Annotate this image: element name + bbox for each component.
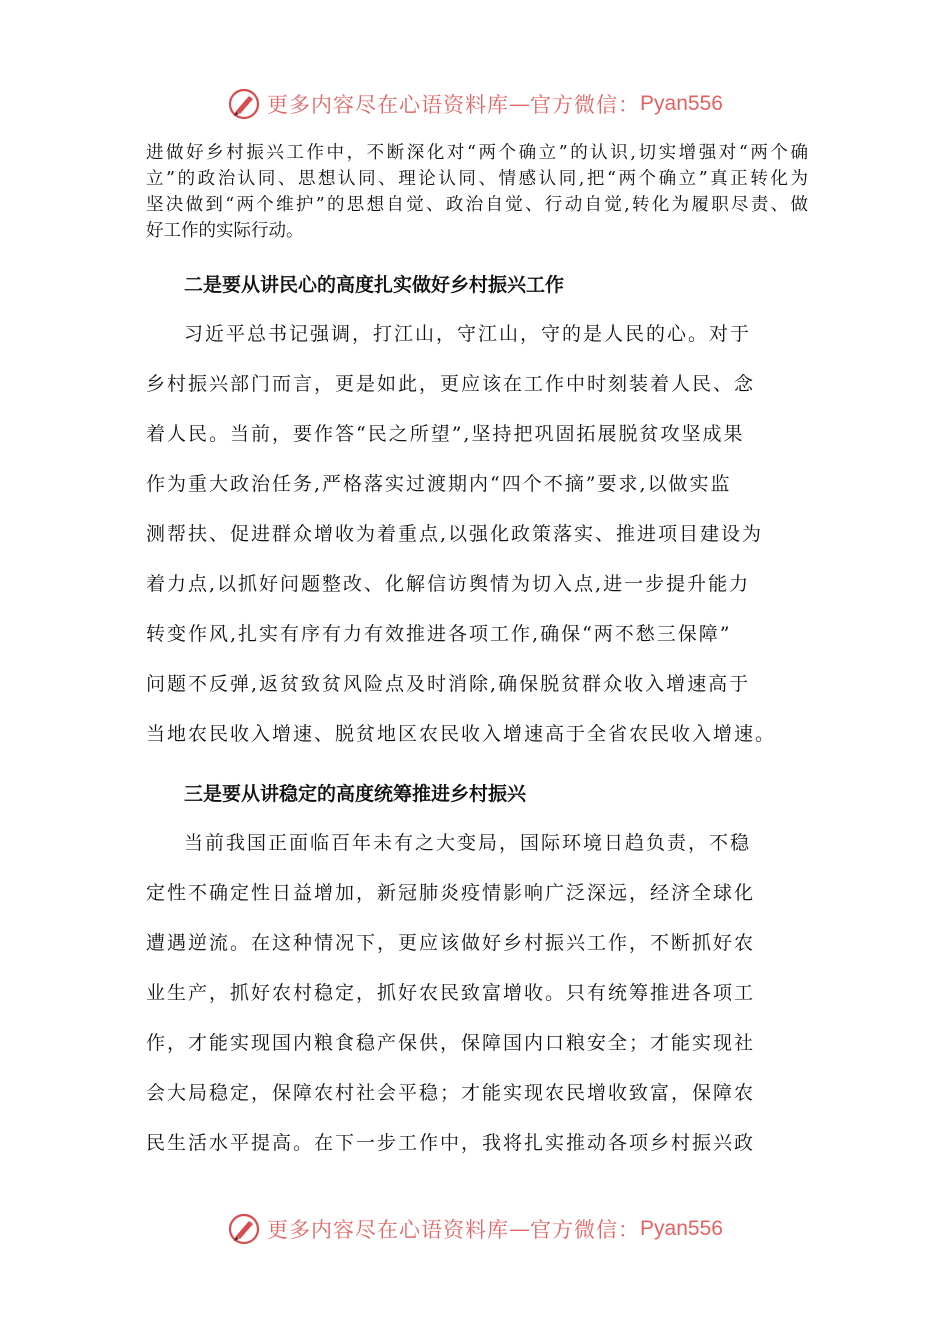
watermark-text: 更多内容尽在心语资料库 bbox=[267, 1218, 510, 1242]
paragraph-line: 测帮扶、促进群众增收为着重点,以强化政策落实、推进项目建设为 bbox=[146, 523, 764, 545]
watermark-banner-bottom bbox=[0, 1211, 950, 1247]
paragraph-line: 作，才能实现国内粮食稳产保供，保障国内口粮安全；才能实现社 bbox=[146, 1032, 756, 1054]
lead-line: 立”的政治认同、思想认同、理论认同、情感认同,把“两个确立”真正转化为 bbox=[146, 169, 808, 189]
paragraph-line: 会大局稳定，保障农村社会平稳；才能实现农民增收致富，保障农 bbox=[146, 1082, 756, 1104]
paragraph-line: 民生活水平提高。在下一步工作中，我将扎实推动各项乡村振兴政 bbox=[146, 1132, 756, 1154]
paragraph-line: 乡村振兴部门而言，更是如此，更应该在工作中时刻装着人民、念 bbox=[146, 373, 756, 395]
paragraph-line: 转变作风,扎实有序有力有效推进各项工作,确保“两不愁三保障” bbox=[146, 623, 732, 645]
watermark-id: Pyan556 bbox=[640, 1217, 723, 1240]
paragraph-line: 问题不反弹,返贫致贫风险点及时消除,确保脱贫群众收入增速高于 bbox=[146, 673, 751, 695]
watermark-separator: — bbox=[509, 1217, 531, 1241]
lead-line: 进做好乡村振兴工作中，不断深化对“两个确立”的认识,切实增强对“两个确 bbox=[146, 143, 808, 163]
paragraph-line: 当前我国正面临百年未有之大变局，国际环境日趋负责，不稳 bbox=[184, 832, 752, 854]
paragraph-line: 着力点,以抓好问题整改、化解信访舆情为切入点,进一步提升能力 bbox=[146, 573, 751, 595]
pen-logo-icon bbox=[227, 87, 261, 121]
watermark-id: Pyan556 bbox=[640, 92, 723, 115]
section-paragraph-2 bbox=[146, 309, 808, 759]
watermark-label: 官方微信： bbox=[530, 1218, 641, 1242]
lead-paragraph bbox=[146, 140, 808, 244]
paragraph-line: 着人民。当前，要作答“民之所望”,坚持把巩固拓展脱贫攻坚成果 bbox=[146, 423, 745, 445]
section-paragraph-3 bbox=[146, 818, 808, 1168]
section-heading-2: 二是要从讲民心的高度扎实做好乡村振兴工作 bbox=[184, 274, 565, 296]
paragraph-line: 定性不确定性日益增加，新冠肺炎疫情影响广泛深远，经济全球化 bbox=[146, 882, 756, 904]
paragraph-line: 习近平总书记强调，打江山，守江山，守的是人民的心。对于 bbox=[184, 323, 752, 345]
paragraph-line: 当地农民收入增速、脱贫地区农民收入增速高于全省农民收入增速。 bbox=[146, 723, 777, 745]
section-heading-3: 三是要从讲稳定的高度统筹推进乡村振兴 bbox=[184, 783, 527, 805]
paragraph-line: 遭遇逆流。在这种情况下，更应该做好乡村振兴工作，不断抓好农 bbox=[146, 932, 756, 954]
watermark-label: 官方微信： bbox=[530, 93, 641, 117]
document-body bbox=[146, 140, 808, 1168]
watermark-separator: — bbox=[509, 92, 531, 116]
pen-logo-icon bbox=[227, 1212, 261, 1246]
lead-line: 坚决做到“两个维护”的思想自觉、政治自觉、行动自觉,转化为履职尽责、做 bbox=[146, 195, 808, 215]
paragraph-line: 作为重大政治任务,严格落实过渡期内“四个不摘”要求,以做实监 bbox=[146, 473, 732, 495]
paragraph-line: 业生产，抓好农村稳定，抓好农民致富增收。只有统筹推进各项工 bbox=[146, 982, 756, 1004]
watermark-banner-top bbox=[0, 86, 950, 122]
watermark-text: 更多内容尽在心语资料库 bbox=[267, 93, 510, 117]
lead-line: 好工作的实际行动。 bbox=[146, 221, 304, 241]
